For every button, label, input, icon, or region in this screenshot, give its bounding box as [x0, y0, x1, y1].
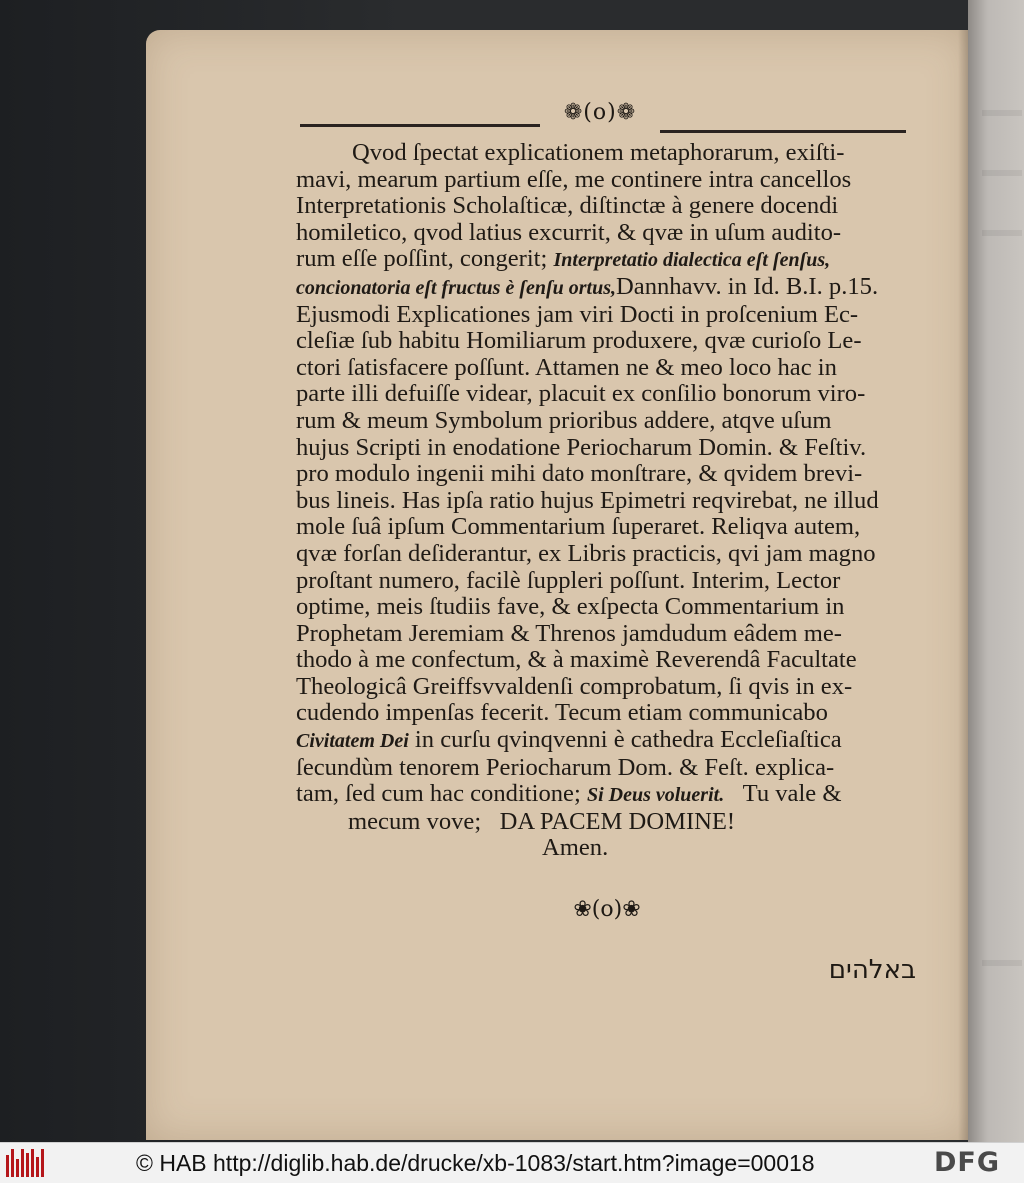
text-line: mecum vove; DA PACEM DOMINE!	[348, 807, 736, 835]
text-line: Qvod ſpectat explicationem metaphorarum, exiſti-	[352, 139, 845, 166]
text-line: Ejusmodi Explicationes jam viri Docti in proſcenium Ec-	[296, 300, 859, 328]
text-line: Theologicâ Greiffsvvaldenſi comprobatum, ſi qvis in ex-	[296, 672, 853, 700]
body-text	[296, 140, 908, 862]
footer-ornament: ❀(o)❀	[573, 897, 641, 922]
text-line: mavi, mearum partium eſſe, me continere intra cancellos	[296, 165, 852, 193]
italic-run: Interpretatio dialectica eſt ſenſus,	[553, 249, 831, 272]
text-line: ctori ſatisfacere poſſunt. Attamen ne & meo loco hac in	[296, 353, 837, 381]
text-line: qvæ forſan deſiderantur, ex Libris practicis, qvi jam magno	[296, 539, 876, 567]
footer-bar	[0, 1142, 1024, 1183]
text-line	[296, 274, 908, 302]
dfg-logo: DFG	[934, 1147, 1001, 1178]
text-line: parte illi defuiſſe videar, placuit ex conſilio bonorum viro-	[296, 380, 866, 408]
text-run: Tu vale &	[742, 780, 842, 808]
text-line: hujus Scripti in enodatione Periocharum Domin. & Feſtiv.	[296, 433, 867, 461]
text-line: Interpretationis Scholaſticæ, diſtinctæ à genere docendi	[296, 192, 839, 220]
italic-run: concionatoria eſt fructus è ſenſu ortus,	[296, 276, 617, 299]
attribution-link[interactable]: © HAB http://diglib.hab.de/drucke/xb-1083/start.htm?image=00018	[136, 1150, 815, 1176]
text-run: rum eſſe poſſint, congerit;	[296, 245, 548, 273]
text-line: bus lineis. Has ipſa ratio hujus Epimetri reqvirebat, ne illud	[296, 486, 879, 514]
text-run: in curſu qvinqvenni è cathedra Eccleſiaſtica	[414, 726, 842, 754]
adjacent-page-edge	[968, 0, 1024, 1142]
header-rule-right	[660, 130, 906, 133]
text-line: rum & meum Symbolum prioribus addere, atqve uſum	[296, 406, 832, 434]
italic-run: Si Deus voluerit.	[586, 784, 725, 807]
text-line: homiletico, qvod latius excurrit, & qvæ in uſum audito-	[296, 218, 842, 246]
text-run: tam, ſed cum hac conditione;	[296, 780, 581, 808]
text-line	[296, 727, 908, 755]
header-rule-left	[300, 124, 540, 127]
text-line	[296, 246, 908, 274]
text-line: cleſiæ ſub habitu Homiliarum produxere, qvæ curioſo Le-	[296, 327, 862, 355]
hab-logo-icon	[6, 1149, 46, 1177]
text-line: optime, meis ſtudiis fave, & exſpecta Commentarium in	[296, 593, 845, 621]
text-line: mole ſuâ ipſum Commentarium ſuperaret. Reliqva autem,	[296, 513, 861, 541]
text-line	[296, 781, 908, 809]
text-line: Amen.	[542, 834, 609, 862]
text-line: proſtant numero, facilè ſuppleri poſſunt. Interim, Lector	[296, 566, 841, 594]
text-line: pro modulo ingenii mihi dato monſtrare, & qvidem brevi-	[296, 460, 863, 488]
text-line: Prophetam Jeremiam & Threnos jamdudum eâdem me-	[296, 619, 842, 647]
catchword: באלהים	[828, 955, 916, 985]
header-ornament: ❁(o)❁	[563, 100, 637, 125]
italic-run: Civitatem Dei	[296, 730, 409, 753]
text-run: Dannhavv. in Id. B.I. p.15.	[616, 272, 879, 300]
text-line: ſecundùm tenorem Periocharum Dom. & Feſt. explica-	[296, 753, 835, 781]
text-line: thodo à me confectum, & à maximè Reverendâ Facultate	[296, 646, 857, 674]
text-line: cudendo impenſas fecerit. Tecum etiam communicabo	[296, 699, 828, 727]
